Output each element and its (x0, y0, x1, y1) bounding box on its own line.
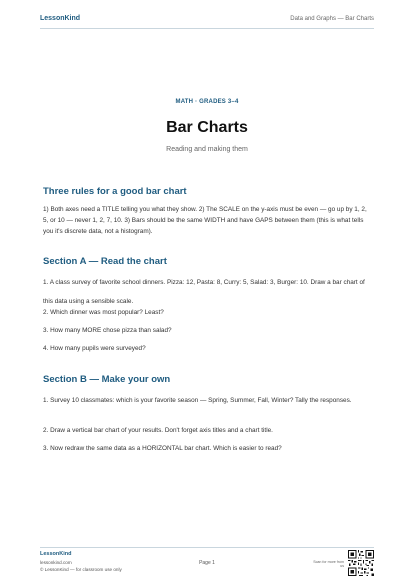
page-number: Page 1 (199, 560, 215, 566)
section-a-heading: Section A — Read the chart (43, 256, 167, 267)
section-a-question-2: 2. Which dinner was most popular? Least? (43, 309, 164, 316)
section-a-question-1: 1. A class survey of favorite school dinners. Pizza: 12, Pasta: 8, Curry: 5, Salad: 3, Burger: 10. Draw a bar chart of this data using a sensible scale. (43, 279, 365, 305)
section-a-question-4: 4. How many pupils were surveyed? (43, 345, 146, 352)
footer-brand: LessonKind (40, 551, 72, 557)
page-header (0, 0, 414, 30)
footer-divider (40, 547, 374, 548)
section-b-heading: Section B — Make your own (43, 374, 171, 385)
footer-copyright: © LessonKind — for classroom use only (40, 567, 122, 572)
rules-heading: Three rules for a good bar chart (43, 186, 187, 197)
section-b-question-3: 3. Now redraw the same data as a HORIZONTAL bar chart. Which is easier to read? (43, 445, 282, 452)
footer-website: lessonkind.com (40, 560, 72, 565)
rules-text: 1) Both axes need a TITLE telling you what they show. 2) The SCALE on the y-axis must be even — go up by 1, 2, 5, or 10 — never 1, 2, 7, 10. 3) Bars should be the same WIDTH and have GAPS between them (this is what tells you it's discrete data, not a histogram). (43, 206, 367, 235)
page-subtitle: Reading and making them (166, 146, 248, 153)
header-divider (40, 28, 374, 29)
header-brand: LessonKind (40, 15, 81, 22)
section-a-question-3: 3. How many MORE chose pizza than salad? (43, 327, 172, 334)
page-title: Bar Charts (166, 119, 248, 136)
section-b-question-1: 1. Survey 10 classmates: which is your favorite season — Spring, Summer, Fall, Winter? Tally the responses. (43, 397, 352, 404)
scan-prompt: Scan for more from us (313, 560, 344, 569)
header-topic: Data and Graphs — Bar Charts (290, 16, 374, 22)
qr-code-icon (348, 550, 374, 576)
subject-grade-label: MATH · GRADES 3–4 (175, 99, 239, 105)
section-b-question-2: 2. Draw a vertical bar chart of your results. Don't forget axis titles and a chart title. (43, 427, 273, 434)
